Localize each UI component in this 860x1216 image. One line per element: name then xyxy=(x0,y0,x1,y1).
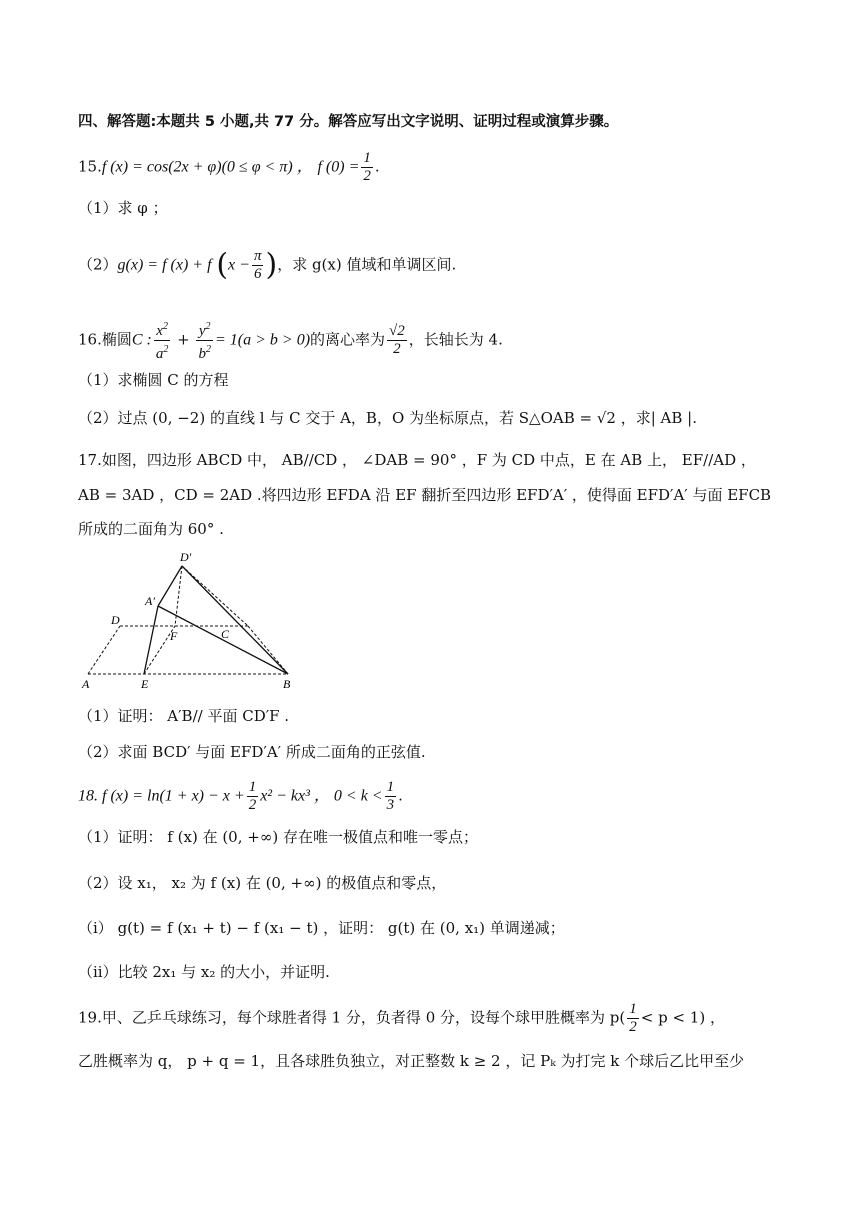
label-C: C xyxy=(221,627,230,641)
section-header: 四、解答题:本题共 5 小题,共 77 分。解答应写出文字说明、证明过程或演算步骤。 xyxy=(78,114,619,130)
label-D: D xyxy=(111,613,120,627)
problem-16-part-2: （2）过点 (0, −2) 的直线 l 与 C 交于 A，B，O 为坐标原点，若 S△OAB = √2 ，求| AB |. xyxy=(78,409,697,427)
problem-19-line-2: 乙胜概率为 q， p + q = 1，且各球胜负独立，对正整数 k ≥ 2 ，记 Pₖ 为打完 k 个球后乙比甲至少 xyxy=(78,1052,745,1070)
problem-16-part-1: （1）求椭圆 C 的方程 xyxy=(78,371,229,389)
problem-15-f0: f (0) = xyxy=(317,158,360,176)
problem-18-third-fraction: $\frac{1}{3}$ xyxy=(386,779,395,813)
folded-quadrilateral-diagram xyxy=(78,548,298,690)
problem-15-half-fraction: $\frac{1}{2}$ xyxy=(363,150,371,184)
label-D-prime: D′ xyxy=(180,550,192,564)
problem-16-y-fraction: $\frac{y^2}{b^2}$ xyxy=(196,318,213,363)
label-A-prime: A′ xyxy=(145,594,155,608)
problem-18-half-fraction: $\frac{1}{2}$ xyxy=(248,779,257,813)
problem-15-pi-fraction: $\frac{\pi}{6}$ xyxy=(253,248,262,282)
label-A: A xyxy=(82,677,90,690)
problem-18-part-2-ii: （ii）比较 2x₁ 与 x₂ 的大小，并证明. xyxy=(78,963,330,981)
problem-19-half-fraction: $\frac{1}{2}$ xyxy=(629,1001,637,1035)
problem-19-line-1: 19.甲、乙乒乓球练习，每个球胜者得 1 分，负者得 0 分，设每个球甲胜概率为 p( $\frac{1}{2}$ < p < 1) ， xyxy=(78,1001,725,1035)
label-B: B xyxy=(283,677,291,690)
problem-17-part-1: （1）证明： A′B// 平面 CD′F . xyxy=(78,707,290,725)
problem-16-eccentricity-fraction: $\frac{√2}{2}$ xyxy=(389,323,405,357)
problem-18-part-2: （2）设 x₁， x₂ 为 f (x) 在 (0, +∞) 的极值点和零点， xyxy=(78,874,447,892)
problem-15-part-1: （1）求 φ ； xyxy=(78,199,168,217)
problem-18-part-2-i: （i） g(t) = f (x₁ + t) − f (x₁ − t) ，证明： g(t) 在 (0, x₁) 单调递减； xyxy=(78,919,565,937)
problem-15-statement: 15.f (x) = cos(2x + φ)(0 ≤ φ < π) ， f (0) = $\frac{1}{2}$ . xyxy=(78,150,380,184)
problem-15-number: 15. xyxy=(78,157,102,176)
edge-D-prime-B xyxy=(182,566,288,674)
edge-D-prime-C xyxy=(182,566,248,626)
problem-15-expr: f (x) = cos(2x + φ)(0 ≤ φ < π) ， xyxy=(101,158,313,176)
label-E: E xyxy=(141,677,149,690)
problem-16-statement: 16.椭圆C : $\frac{x^2}{a^2}$ + $\frac{y^2}{b^2}$ = 1(a > b > 0)的离心率为 $\frac{√2}{2}$ ，长轴长为 4. xyxy=(78,318,800,363)
edge-CB xyxy=(248,626,288,674)
problem-17-line-1: 17.如图，四边形 ABCD 中， AB//CD ， ∠DAB = 90° ，F 为 CD 中点，E 在 AB 上， EF//AD ， xyxy=(78,451,756,469)
problem-17-line-2: AB = 3AD ，CD = 2AD .将四边形 EFDA 沿 EF 翻折至四边形 EFD′A′ ，使得面 EFD′A′ 与面 EFCB xyxy=(78,486,772,504)
edge-A-prime-D-prime xyxy=(158,566,182,606)
problem-17-part-2: （2）求面 BCD′ 与面 EFD′A′ 所成二面角的正弦值. xyxy=(78,743,426,761)
problem-15-part-2: （2）g(x) = f (x) + f (x − $\frac{\pi}{6}$ )，求 g(x) 值域和单调区间. xyxy=(78,247,457,283)
problem-18-statement: 18. f (x) = ln(1 + x) − x + $\frac{1}{2}$ x² − kx³ ， 0 < k < $\frac{1}{3}$ . xyxy=(78,779,403,813)
problem-18-part-1: （1）证明： f (x) 在 (0, +∞) 存在唯一极值点和唯一零点； xyxy=(78,828,478,846)
problem-16-x-fraction: $\frac{x^2}{a^2}$ xyxy=(154,318,171,363)
edge-AD xyxy=(88,626,120,674)
problem-17-line-3: 所成的二面角为 60° . xyxy=(78,520,224,538)
label-F: F xyxy=(170,629,178,643)
